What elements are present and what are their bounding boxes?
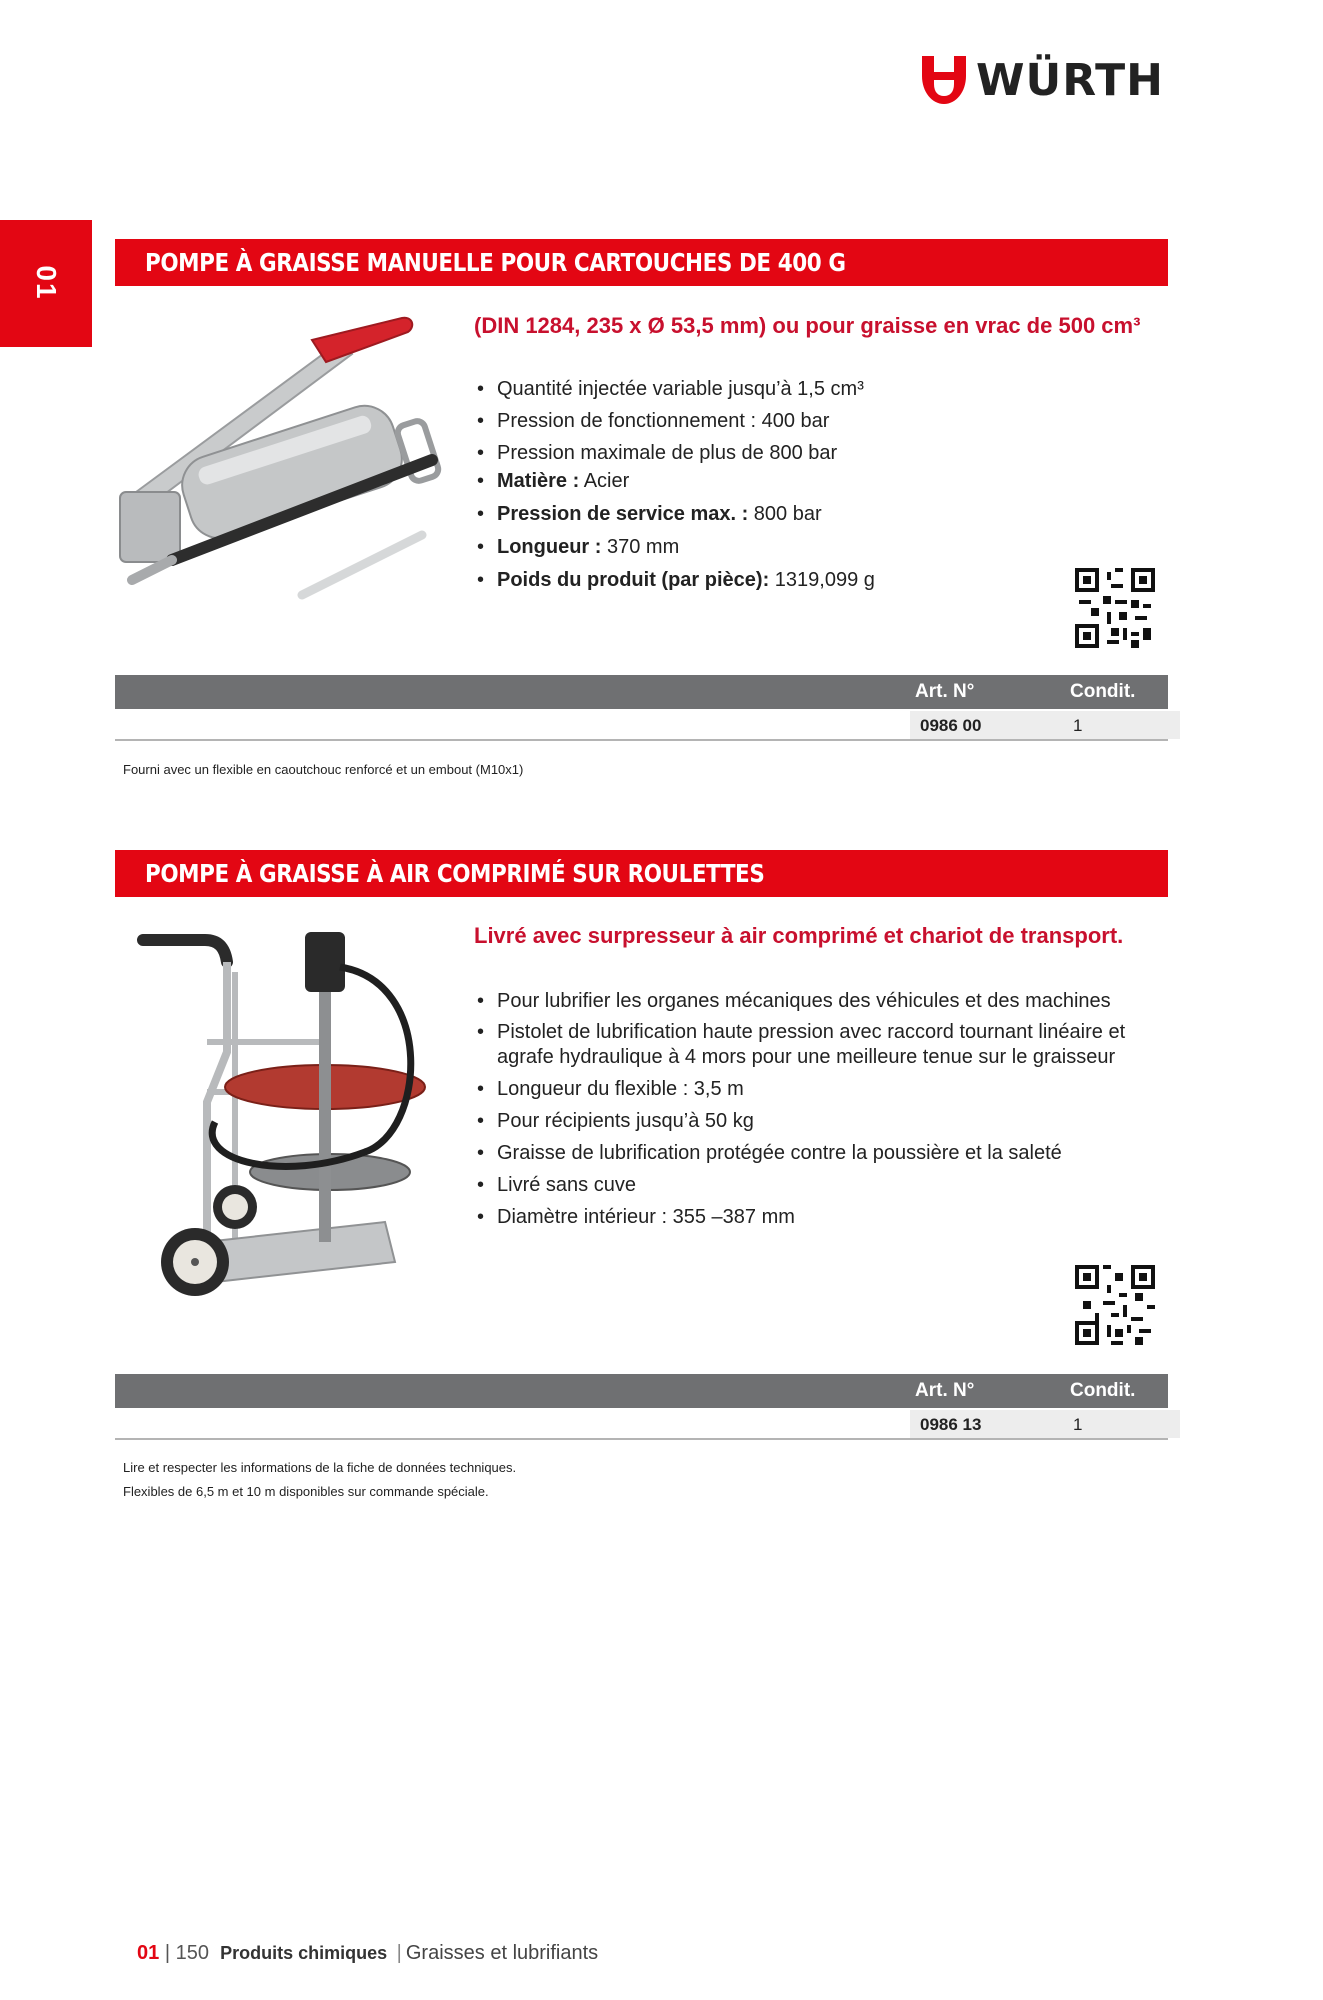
spec-item: • Longueur : 370 mm [474,534,1174,560]
spec-item: • Livré sans cuve [474,1172,1174,1198]
product-2-title: POMPE À GRAISSE À AIR COMPRIMÉ SUR ROULETTES [145,859,765,888]
product-1-specs [474,376,1174,599]
col-condit: Condit. [1070,681,1136,702]
art-number[interactable]: 0986 00 [920,716,982,735]
chapter-tab-label: 01 [31,265,62,301]
product-2-table-header [115,1374,1168,1408]
wurth-logo [920,52,1170,108]
product-2-notes [123,1456,516,1504]
product-1-title: POMPE À GRAISSE MANUELLE POUR CARTOUCHES DE 400 G [145,248,846,277]
wurth-logo-icon [920,54,968,106]
product-2-subtitle: Livré avec surpresseur à air comprimé et chariot de transport. [474,923,1124,948]
spec-item: • Matière : Acier [474,468,1174,494]
product-1-table-header [115,675,1168,709]
note-line: Flexibles de 6,5 m et 10 m disponibles sur commande spéciale. [123,1484,489,1499]
chapter-tab [0,220,92,347]
spec-item: • Graisse de lubrification protégée contre la poussière et la saleté [474,1140,1174,1166]
product-1-subtitle: (DIN 1284, 235 x Ø 53,5 mm) ou pour graisse en vrac de 500 cm³ [474,313,1141,338]
note-line: Lire et respecter les informations de la fiche de données techniques. [123,1460,517,1475]
product-2-header [115,850,1168,897]
spec-item: • Pression maximale de plus de 800 bar [474,440,1174,466]
page-footer: 01 | 150 Produits chimiques | Graisses et lubrifiants [137,1942,599,1964]
col-art-number: Art. N° [915,681,975,702]
spec-item: • Pistolet de lubrification haute pression avec raccord tournant linéaire et agrafe hydraulique à 4 mors pour une meilleure tenue sur le graisseur [474,1020,1174,1070]
brand-name: WÜRTH [976,54,1165,106]
art-number[interactable]: 0986 13 [920,1415,982,1434]
spec-item: • Longueur du flexible : 3,5 m [474,1076,1174,1102]
manual-grease-gun-image [112,310,452,630]
spec-item: • Pour récipients jusqu’à 50 kg [474,1108,1174,1134]
col-art-number: Art. N° [915,1380,975,1401]
spec-item: • Diamètre intérieur : 355 –387 mm [474,1204,1174,1230]
table-row [115,1410,1168,1440]
footer-chapter: 01 [137,1942,160,1964]
table-row [115,711,1168,741]
footer-separator: | [396,1942,402,1964]
footer-subcategory: Graisses et lubrifiants [405,1942,599,1964]
spec-item: • Poids du produit (par pièce): 1319,099 g [474,567,1174,593]
spec-item: • Pour lubrifier les organes mécaniques des véhicules et des machines [474,988,1174,1014]
spec-item: • Pression de fonctionnement : 400 bar [474,408,1174,434]
product-1-qr-code-icon[interactable] [1075,568,1155,648]
product-2-specs [474,988,1174,1236]
col-condit: Condit. [1070,1380,1136,1401]
footer-page-number: 150 [175,1942,209,1964]
footer-category: Produits chimiques [220,1943,388,1963]
note-line: Fourni avec un flexible en caoutchouc renforcé et un embout (M10x1) [123,762,524,777]
condit-value: 1 [1073,716,1083,735]
pneumatic-grease-pump-trolley-image [135,922,435,1322]
product-1-note [123,758,523,782]
spec-item: • Pression de service max. : 800 bar [474,501,1174,527]
product-1-header [115,239,1168,286]
condit-value: 1 [1073,1415,1083,1434]
spec-item: • Quantité injectée variable jusqu’à 1,5 cm³ [474,376,1174,402]
product-2-qr-code-icon[interactable] [1075,1265,1155,1345]
